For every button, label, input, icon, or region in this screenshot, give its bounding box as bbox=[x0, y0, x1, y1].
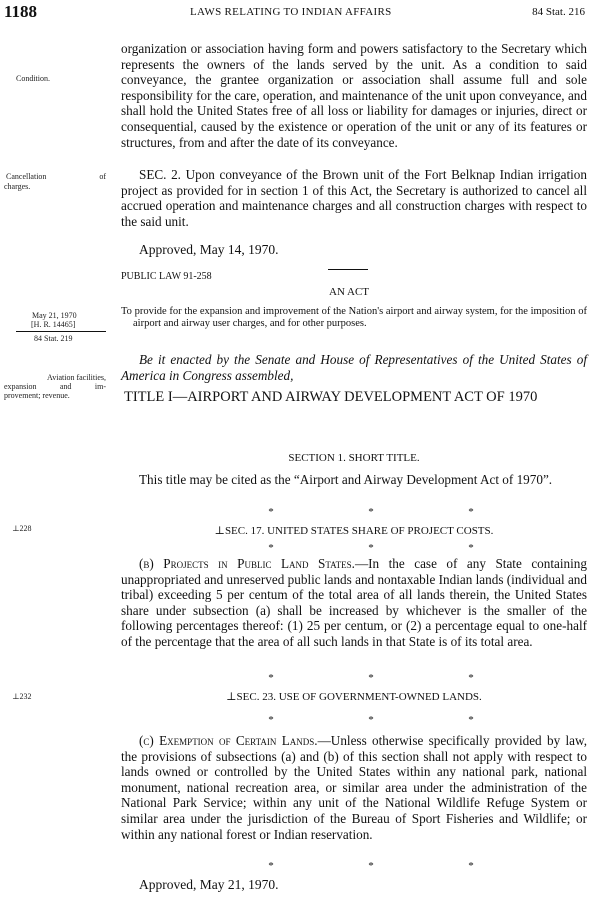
enacting-clause bbox=[121, 352, 587, 383]
section-17b-lead: (b) Projects in Public Land States. bbox=[139, 556, 355, 571]
star: * bbox=[268, 542, 274, 554]
margin-note-expansion: expansion bbox=[4, 382, 37, 391]
star: * bbox=[468, 672, 474, 684]
page-number: 1188 bbox=[4, 2, 38, 21]
margin-note-cancellation-word: Cancellation bbox=[6, 172, 47, 181]
section-1 bbox=[121, 472, 587, 488]
section-17b-text: —In the case of any State containing unappropriated and unreserved public lands and nontaxable Indian lands (individual and tribal) exceeding 5 per centum of the total area of all lands therein, the United States share under subsection (a) shall be increased by whichever is the smaller of the following percentages thereof: (1) 25 per centum, or (2) a percentage equal to one-half of the percentage that the area of all such lands in that State is of its total area. bbox=[121, 556, 587, 649]
approved-may-21 bbox=[121, 877, 587, 893]
margin-ref-228: ⊥228 bbox=[12, 524, 32, 533]
margin-note-of: of bbox=[99, 172, 106, 181]
section-23c bbox=[121, 733, 587, 842]
section-23c-lead: (c) Exemption of Certain Lands. bbox=[139, 733, 318, 748]
margin-note-aviation-1: Aviation facilities, bbox=[47, 373, 106, 382]
ellipsis-stars-3 bbox=[221, 672, 521, 684]
section-17-heading: ⊥SEC. 17. UNITED STATES SHARE OF PROJECT COSTS. bbox=[214, 525, 494, 537]
star: * bbox=[368, 860, 374, 872]
running-title: LAWS RELATING TO INDIAN AFFAIRS bbox=[190, 6, 392, 18]
margin-note-condition: Condition. bbox=[16, 74, 51, 83]
section-23-heading: ⊥SEC. 23. USE OF GOVERNMENT-OWNED LANDS. bbox=[226, 691, 482, 703]
title-one-heading: TITLE I—AIRPORT AND AIRWAY DEVELOPMENT ACT OF 1970 bbox=[124, 389, 538, 405]
star: * bbox=[268, 672, 274, 684]
act-purpose bbox=[121, 306, 587, 330]
section-1-text: This title may be cited as the “Airport and Airway Development Act of 1970”. bbox=[139, 472, 553, 487]
star: * bbox=[368, 506, 374, 518]
section-17b bbox=[121, 556, 587, 650]
margin-note-stat-ref: 84 Stat. 219 bbox=[34, 334, 73, 343]
statute-reference: 84 Stat. 216 bbox=[532, 6, 585, 18]
approved-2-text: Approved, May 21, 1970. bbox=[139, 877, 279, 892]
star: * bbox=[268, 714, 274, 726]
star: * bbox=[368, 714, 374, 726]
approved-1-text: Approved, May 14, 1970. bbox=[139, 242, 279, 257]
margin-note-aviation-2 bbox=[4, 382, 106, 391]
an-act-heading: AN ACT bbox=[329, 286, 370, 298]
star: * bbox=[268, 860, 274, 872]
margin-note-bill: [H. R. 14465] bbox=[31, 320, 76, 329]
margin-ref-232: ⊥232 bbox=[12, 692, 32, 701]
star: * bbox=[468, 714, 474, 726]
ellipsis-stars-1 bbox=[221, 506, 521, 518]
star: * bbox=[468, 506, 474, 518]
ellipsis-stars-4 bbox=[221, 714, 521, 726]
act-purpose-text: To provide for the expansion and improvement of the Nation's airport and airway system, for the imposition of airport and airway user charges, and for other purposes. bbox=[121, 306, 587, 329]
margin-note-and: and bbox=[59, 382, 72, 391]
star: * bbox=[368, 542, 374, 554]
ellipsis-stars-2 bbox=[221, 542, 521, 554]
star: * bbox=[468, 860, 474, 872]
star: * bbox=[268, 506, 274, 518]
section-1-heading: SECTION 1. SHORT TITLE. bbox=[288, 452, 420, 464]
ellipsis-stars-5 bbox=[221, 860, 521, 872]
public-law-label: PUBLIC LAW 91-258 bbox=[121, 271, 212, 282]
margin-note-cancellation bbox=[6, 172, 106, 181]
paragraph-conveyance bbox=[121, 41, 587, 150]
margin-note-aviation-3: provement; revenue. bbox=[4, 391, 70, 400]
section-2 bbox=[121, 167, 587, 229]
act-rule bbox=[328, 269, 368, 270]
enacting-clause-text: Be it enacted by the Senate and House of Representatives of the United States of America in Congress assembled, bbox=[121, 352, 587, 383]
margin-note-im: im- bbox=[94, 382, 106, 391]
section-2-text: SEC. 2. Upon conveyance of the Brown unit of the Fort Belknap Indian irrigation project as provided for in section 1 of this Act, the Secretary is authorized to cancel all accrued operation and maintenance charges and all construction charges with respect to the said unit. bbox=[121, 167, 587, 229]
conveyance-text: organization or association having form and powers satisfactory to the Secretary which represents the owners of the lands served by the unit. As a condition to said conveyance, the grantee organization or association shall assume full and sole responsibility for the care, operation, and maintenance of the unit upon conveyance, and shall hold the United States free of all loss or liability for damages or injuries, direct or consequential, caused by the existence or operation of the unit or any of its features or structures, from and after the date of its conveyance. bbox=[121, 41, 587, 150]
approved-may-14 bbox=[121, 242, 587, 258]
section-23c-text: —Unless otherwise specifically provided by law, the provisions of subsections (a) and (b) of this section shall not apply with respect to lands owned or controlled by the United States within any national park, national monument, national recreation area, or similar area under the administration of the National Park Service; within any unit of the National Wildlife Refuge System or similar area under the jurisdiction of the Bureau of Sport Fisheries and Wildlife; or within any national forest or Indian reservation. bbox=[121, 733, 587, 842]
margin-note-date: May 21, 1970 bbox=[32, 311, 77, 320]
star: * bbox=[468, 542, 474, 554]
margin-note-charges: charges. bbox=[4, 182, 31, 191]
margin-rule bbox=[16, 331, 106, 332]
star: * bbox=[368, 672, 374, 684]
